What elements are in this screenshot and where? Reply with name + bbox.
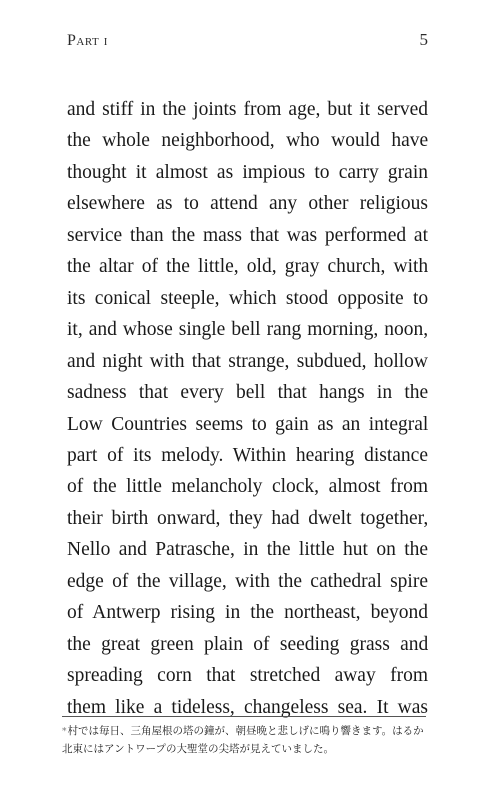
footnote-text: 村では毎日、三角屋根の塔の鐘が、朝昼晩と悲しげに鳴り響きます。はるか北東にはアントワープの大聖堂の尖塔が見えていました。 (62, 725, 424, 755)
footnote-marker: * (62, 727, 67, 737)
body-line: them like a tideless, changeless sea. It was (67, 696, 428, 718)
body-line: and stiff in the joints from age, but it served (67, 99, 428, 120)
page-header (67, 30, 428, 54)
body-line: the great green plain of seeding grass and (67, 633, 429, 655)
footnote-divider (62, 716, 426, 717)
body-line: elsewhere as to attend any other religious (67, 193, 428, 215)
body-line: the altar of the little, old, gray church, with (67, 256, 429, 278)
body-line: sadness that every bell that hangs in the (67, 382, 429, 404)
body-line: of Antwerp rising in the northeast, beyond (67, 602, 428, 624)
page-number: 5 (419, 30, 428, 49)
body-line: of the little melancholy clock, almost from (67, 476, 429, 498)
body-text (67, 94, 428, 723)
body-line: the whole neighborhood, who would have (67, 130, 429, 152)
body-line: it, and whose single bell rang morning, noon, (67, 319, 429, 341)
body-line: and night with that strange, subdued, hollow (67, 350, 428, 372)
body-line: part of its melody. Within hearing distance (67, 444, 428, 466)
body-line: service than the mass that was performed at (67, 224, 428, 246)
body-line: Low Countries seems to gain as an integral (67, 413, 429, 435)
body-line: its conical steeple, which stood opposite to (67, 287, 429, 309)
body-line: edge of the village, with the cathedral spire (67, 570, 428, 592)
body-line: spreading corn that stretched away from (67, 665, 428, 687)
body-line: Nello and Patrasche, in the little hut on the (67, 539, 429, 561)
body-line: thought it almost as impious to carry grain (67, 161, 428, 183)
footnote (62, 723, 428, 758)
part-label: Part i (67, 32, 108, 49)
body-line: their birth onward, they had dwelt together, (67, 507, 429, 529)
